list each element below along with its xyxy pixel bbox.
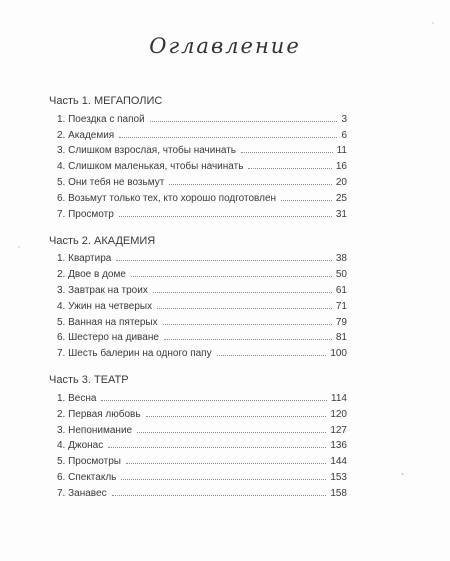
page-number: 31 bbox=[335, 208, 347, 220]
dot-leader bbox=[281, 200, 332, 201]
dot-leader bbox=[131, 276, 332, 277]
chapter-title: 4. Ужин на четверых bbox=[57, 300, 153, 312]
part-3 bbox=[49, 373, 347, 499]
page-number: 11 bbox=[336, 145, 347, 157]
chapter-title: 3. Непонимание bbox=[57, 424, 133, 436]
page-number: 158 bbox=[330, 487, 347, 499]
dot-leader bbox=[137, 432, 326, 433]
page-number: 100 bbox=[330, 348, 347, 360]
toc-entry[interactable] bbox=[49, 343, 347, 359]
toc-entry[interactable] bbox=[49, 483, 347, 499]
chapter-title: 6. Возьмут только тех, кто хорошо подготовлен bbox=[57, 192, 277, 204]
paper-speck bbox=[401, 473, 404, 475]
toc-entry[interactable] bbox=[49, 249, 347, 265]
chapter-title: 7. Занавес bbox=[57, 487, 107, 499]
toc-entry[interactable] bbox=[49, 404, 347, 420]
page-number: 114 bbox=[331, 392, 347, 404]
table-of-contents bbox=[49, 94, 347, 513]
chapter-title: 2. Академия bbox=[57, 129, 115, 141]
part-2 bbox=[49, 234, 347, 360]
chapter-title: 7. Просмотр bbox=[57, 208, 114, 220]
page-number: 6 bbox=[341, 129, 347, 141]
dot-leader bbox=[248, 168, 331, 169]
chapter-title: 3. Слишком взрослая, чтобы начинать bbox=[57, 145, 237, 157]
toc-entry[interactable] bbox=[49, 467, 347, 483]
page-number: 16 bbox=[335, 161, 347, 173]
page-number: 120 bbox=[330, 408, 347, 420]
toc-entry[interactable] bbox=[49, 204, 347, 220]
dot-leader bbox=[150, 121, 338, 122]
page-number: 79 bbox=[335, 316, 347, 328]
page-title: Оглавление bbox=[149, 34, 301, 58]
dot-leader bbox=[169, 184, 332, 185]
chapter-title: 5. Ванная на пятерых bbox=[57, 316, 158, 328]
toc-entry[interactable] bbox=[49, 388, 347, 404]
chapter-title: 6. Шестеро на диване bbox=[57, 332, 159, 344]
dot-leader bbox=[108, 447, 326, 448]
chapter-title: 2. Первая любовь bbox=[57, 408, 141, 420]
toc-entry[interactable] bbox=[49, 312, 347, 328]
chapter-title: 3. Завтрак на троих bbox=[57, 284, 148, 296]
dot-leader bbox=[164, 339, 332, 340]
chapter-list bbox=[49, 388, 347, 499]
part-title: Часть 2. АКАДЕМИЯ bbox=[49, 234, 156, 247]
page-number: 144 bbox=[330, 456, 347, 468]
part-title: Часть 1. МЕГАПОЛИС bbox=[49, 95, 163, 107]
chapter-title: 1. Весна bbox=[57, 392, 97, 404]
page-number: 71 bbox=[335, 300, 347, 312]
chapter-title: 5. Они тебя не возьмут bbox=[57, 176, 165, 188]
dot-leader bbox=[217, 355, 327, 356]
dot-leader bbox=[163, 324, 332, 325]
page-number: 81 bbox=[335, 332, 347, 344]
page-number: 20 bbox=[335, 176, 347, 188]
part-title: Часть 3. ТЕАТР bbox=[49, 374, 129, 387]
dot-leader bbox=[241, 152, 333, 153]
dot-leader bbox=[157, 308, 332, 309]
chapter-title: 2. Двое в доме bbox=[57, 269, 126, 281]
chapter-title: 6. Спектакль bbox=[57, 471, 117, 483]
page-number: 50 bbox=[335, 269, 347, 281]
toc-entry[interactable] bbox=[49, 125, 347, 141]
toc-entry[interactable] bbox=[49, 141, 347, 157]
toc-entry[interactable] bbox=[49, 436, 347, 452]
page-number: 153 bbox=[330, 471, 347, 483]
toc-entry[interactable] bbox=[49, 264, 347, 280]
toc-entry[interactable] bbox=[49, 172, 347, 188]
dot-leader bbox=[119, 216, 332, 217]
page-number: 25 bbox=[335, 192, 347, 204]
chapter-list bbox=[49, 109, 347, 220]
dot-leader bbox=[153, 292, 332, 293]
dot-leader bbox=[121, 479, 326, 480]
dot-leader bbox=[119, 137, 337, 138]
chapter-title: 7. Шесть балерин на одного папу bbox=[57, 348, 212, 360]
toc-entry[interactable] bbox=[49, 328, 347, 344]
page-number: 127 bbox=[330, 424, 347, 436]
toc-entry[interactable] bbox=[49, 156, 347, 172]
toc-entry[interactable] bbox=[49, 280, 347, 296]
toc-entry[interactable] bbox=[49, 420, 347, 436]
chapter-title: 4. Джонас bbox=[57, 440, 104, 452]
page-number: 136 bbox=[330, 440, 347, 452]
page-number: 61 bbox=[335, 284, 347, 296]
paper-speck bbox=[18, 246, 20, 248]
paper-speck bbox=[432, 22, 434, 24]
toc-entry[interactable] bbox=[49, 109, 347, 125]
toc-entry[interactable] bbox=[49, 296, 347, 312]
page-number: 38 bbox=[335, 253, 347, 265]
dot-leader bbox=[116, 260, 332, 261]
chapter-title: 1. Поездка с папой bbox=[57, 113, 145, 125]
toc-entry[interactable] bbox=[49, 188, 347, 204]
dot-leader bbox=[126, 463, 326, 464]
dot-leader bbox=[112, 495, 327, 496]
dot-leader bbox=[146, 416, 327, 417]
part-1 bbox=[49, 94, 347, 220]
chapter-title: 5. Просмотры bbox=[57, 456, 121, 468]
page-number: 3 bbox=[341, 113, 347, 125]
chapter-list bbox=[49, 249, 347, 360]
toc-entry[interactable] bbox=[49, 451, 347, 467]
dot-leader bbox=[101, 400, 327, 401]
chapter-title: 1. Квартира bbox=[57, 253, 112, 265]
chapter-title: 4. Слишком маленькая, чтобы начинать bbox=[57, 161, 244, 173]
